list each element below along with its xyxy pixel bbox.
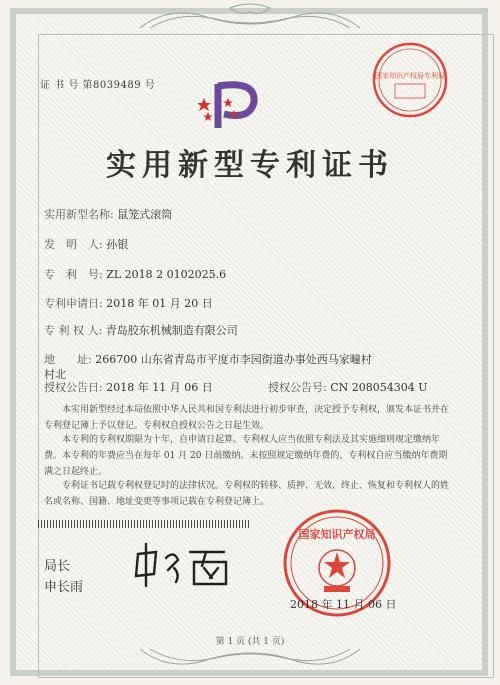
director-signature-icon [130, 540, 240, 590]
patent-number-value: ZL 2018 2 0102025.6 [106, 268, 227, 281]
bottom-ornament [130, 645, 370, 675]
director-name: 申长雨 [44, 580, 84, 595]
grant-number-label: 授权公告号: [268, 381, 327, 394]
top-red-seal-icon [370, 40, 450, 120]
grant-date-value: 2018 年 11 月 06 日 [106, 381, 213, 394]
certificate-title: 实用新型专利证书 [106, 148, 394, 183]
patent-number-row [44, 266, 226, 282]
top-seal-text: 国家知识产权局专利局 [375, 72, 445, 80]
filing-date-row [44, 295, 213, 311]
grant-date-label: 授权公告日: [44, 381, 103, 394]
utility-name-value: 鼠笼式滚筒 [117, 208, 173, 221]
grant-number-value: CN 208054304 U [330, 381, 428, 394]
body-paragraph-1: 本实用新型经过本局依照中华人民共和国专利法进行初步审查，决定授予专利权，颁发本证书并在专利登记簿上予以登记。专利权自授权公告之日起生效。 [44, 405, 450, 431]
director-title: 局长 [44, 559, 71, 574]
cnipa-logo-icon [198, 76, 270, 136]
barcode [38, 520, 250, 528]
filing-date-label: 专利申请日: [44, 297, 103, 310]
utility-name-label: 实用新型名称: [44, 208, 114, 221]
inventor-row [44, 236, 128, 252]
patentee-row [44, 322, 238, 338]
utility-name-row [44, 206, 172, 222]
top-ornament [130, 2, 370, 32]
certificate-number: 证 书 号 第8039489 号 [40, 80, 156, 91]
grant-date-bottom: 2018 年 11 月 06 日 [290, 598, 397, 611]
patentee-value: 青岛胶东机械制造有限公司 [105, 324, 238, 337]
page-number: 第 1 页 (共 1 页) [215, 637, 285, 647]
inventor-value: 孙银 [106, 238, 129, 251]
big-seal-text: 国家知识产权局 [298, 528, 376, 541]
patentee-label: 专 利 权 人: [44, 324, 103, 337]
address-row [44, 351, 372, 367]
inventor-label: 发 明 人: [44, 238, 103, 251]
address-value-line2: 村北 [44, 368, 66, 381]
filing-date-value: 2018 年 01 月 20 日 [106, 297, 213, 310]
address-label: 地 址: [44, 353, 92, 366]
address-value-line1: 266700 山东省青岛市平度市李园街道办事处西马家疃村 [95, 353, 372, 366]
grant-number-row [268, 379, 428, 395]
body-paragraph-3: 专利证书记载专利权登记时的法律状况。专利权的转移、质押、无效、终止、恢复和专利权人的姓名或名称、国籍、地址变更等事项记载在专利登记簿上。 [44, 481, 450, 507]
grant-date-row [44, 379, 213, 395]
patent-number-label: 专 利 号: [44, 268, 103, 281]
body-paragraph-2: 本专利的专利权期限为十年，自申请日起算。专利权人应当依照专利法及其实施细则规定缴纳年费。本专利的年费应当在每年 01 月 20 日前缴纳。未按照规定缴纳年费的，专利权自应当缴纳年费期满之日起终止。 [44, 435, 448, 477]
